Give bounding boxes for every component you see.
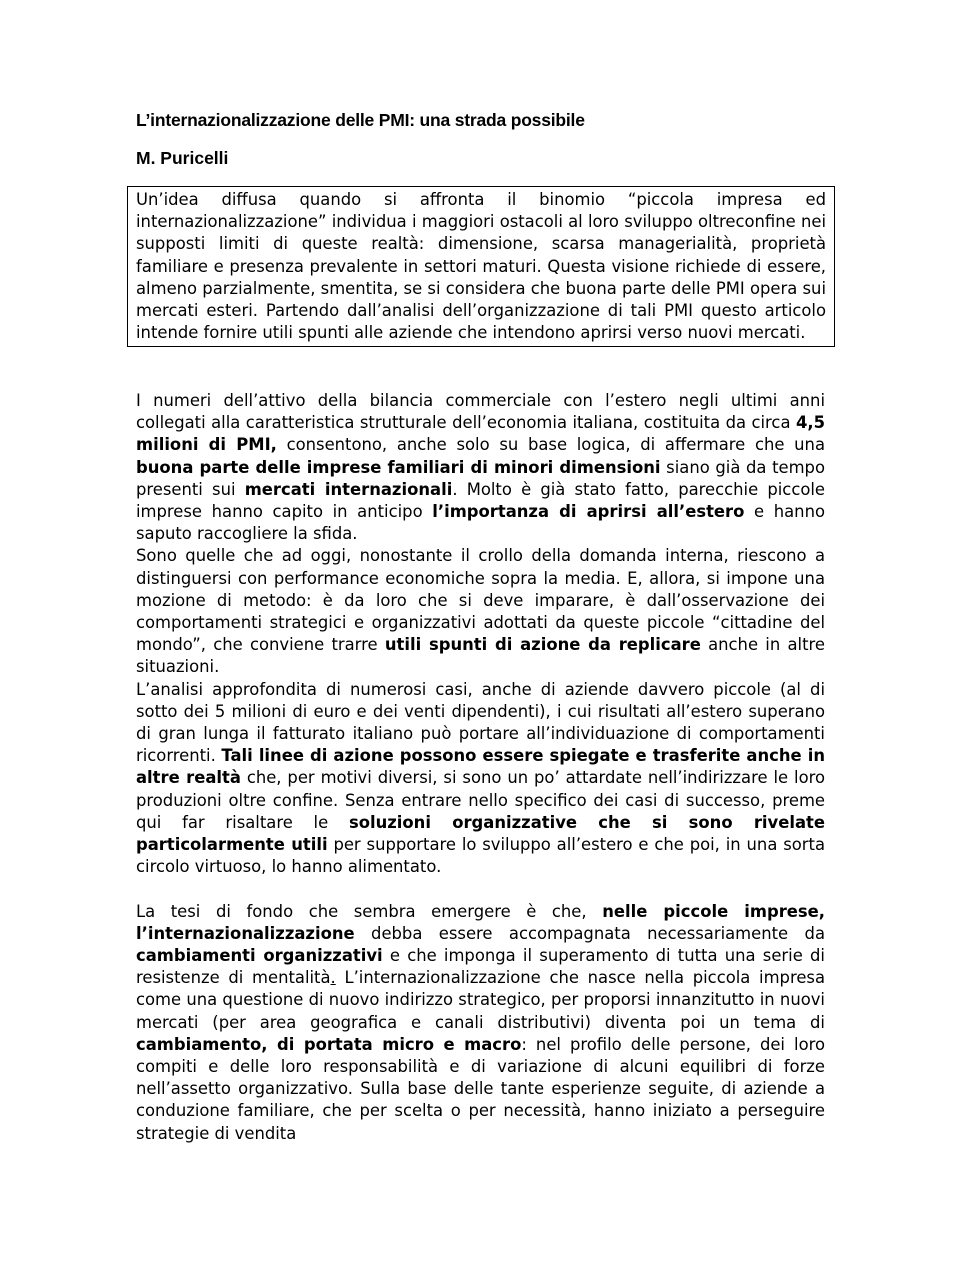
p3-bold-1: Tali linee di azione possono essere spiegate e trasferite anche in altre realtà bbox=[136, 746, 825, 788]
p1-text-1: I numeri dell’attivo della bilancia commerciale con l’estero negli ultimi anni collegati alla caratteristica strutturale dell’economia italiana, costituita da circa bbox=[136, 391, 825, 433]
p2-text-2: anche in altre situazioni. bbox=[136, 635, 825, 677]
document-header bbox=[136, 108, 825, 170]
p3-text-3: per supportare lo sviluppo all’estero e che poi, in una sorta circolo virtuoso, lo hanno alimentato. bbox=[136, 835, 825, 877]
paragraph-1 bbox=[136, 390, 825, 545]
p1-bold-4: l’importanza di aprirsi all’estero bbox=[432, 502, 745, 522]
abstract-box bbox=[127, 186, 835, 347]
p4-text-5: : nel profilo delle persone, dei loro compiti e delle loro responsabilità e di variazione di alcuni equilibri di forze nell’assetto organizzativo. Sulla base delle tante esperienze seguite, di aziende a conduzione familiare, che per scelta o per necessità, hanno iniziato a perseguire strategie di vendita bbox=[136, 1034, 825, 1143]
p3-bold-2: soluzioni organizzative che si sono rivelate particolarmente utili bbox=[136, 812, 825, 855]
p4-text-2: debba essere accompagnata necessariamente da bbox=[354, 923, 825, 943]
p3-text-1: L’analisi approfondita di numerosi casi, anche di aziende davvero piccole (al di sotto dei 5 milioni di euro e dei venti dipendenti), i cui risultati all’estero superano di gran lunga il fatturato italiano può portare all’individuazione di comportamenti ricorrenti. bbox=[136, 679, 825, 766]
p1-text-5: e hanno saputo raccogliere la sfida. bbox=[136, 502, 825, 544]
p1-text-3: siano già da tempo presenti sui bbox=[136, 457, 825, 499]
p4-text-4: L’internazionalizzazione che nasce nella piccola impresa come una questione di nuovo indirizzo strategico, per proporsi innanzitutto in nuovi mercati (per area geografica e canali distributivi) diventa poi un tema di bbox=[136, 968, 825, 1032]
p1-text-4: . Molto è già stato fatto, parecchie piccole imprese hanno capito in anticipo bbox=[136, 479, 826, 522]
article-author: M. Puricelli bbox=[136, 148, 229, 168]
paragraph-4 bbox=[136, 901, 825, 1145]
p2-text-1: Sono quelle che ad oggi, nonostante il crollo della domanda interna, riescono a distinguersi con performance economiche sopra la media. E, allora, si impone una mozione di metodo: è da loro che si deve imparare, è dall’osservazione dei comportamenti strategici e organizzativi adottati da queste piccole “cittadine del mondo”, che conviene trarre bbox=[136, 546, 825, 655]
p4-bold-1: nelle piccole imprese, l’internazionalizzazione bbox=[136, 901, 825, 943]
p4-bold-3: cambiamento, di portata micro e macro bbox=[136, 1034, 522, 1054]
article-title: L’internazionalizzazione delle PMI: una strada possibile bbox=[136, 110, 585, 130]
p1-bold-1: 4,5 milioni di PMI, bbox=[136, 413, 825, 455]
p2-bold-1: utili spunti di azione da replicare bbox=[384, 635, 701, 655]
p3-text-2: che, per motivi diversi, si sono un po’ attardate nell’indirizzare le loro produzioni oltre confine. Senza entrare nello specifico dei casi di successo, preme qui far risaltare le bbox=[136, 768, 825, 832]
p4-underlined-period: . bbox=[330, 968, 336, 988]
paragraph-2 bbox=[136, 545, 825, 678]
p1-bold-2: buona parte delle imprese familiari di minori dimensioni bbox=[136, 457, 661, 477]
p1-bold-3: mercati internazionali bbox=[244, 479, 453, 499]
p4-text-1: La tesi di fondo che sembra emergere è che, bbox=[136, 901, 603, 921]
paragraph-3 bbox=[136, 679, 825, 879]
p4-text-3: e che imponga il superamento di tutta una serie di resistenze di mentalità bbox=[136, 946, 825, 988]
paragraph-spacer bbox=[136, 878, 825, 900]
abstract-text: Un’idea diffusa quando si affronta il binomio “piccola impresa ed internazionalizzazione” individua i maggiori ostacoli al loro sviluppo oltreconfine nei supposti limiti di queste realtà: dimensione, scarsa managerialità, proprietà familiare e presenza prevalente in settori maturi. Questa visione richiede di essere, almeno parzialmente, smentita, se si considera che buona parte delle PMI opera sui mercati esteri. Partendo dall’analisi dell’organizzazione di tali PMI questo articolo intende fornire utili spunti alle aziende che intendono aprirsi verso nuovi mercati. bbox=[136, 190, 826, 343]
article-body bbox=[136, 390, 825, 1145]
p1-text-2: consentono, anche solo su base logica, di affermare che una bbox=[276, 435, 825, 455]
p4-bold-2: cambiamenti organizzativi bbox=[136, 946, 383, 966]
